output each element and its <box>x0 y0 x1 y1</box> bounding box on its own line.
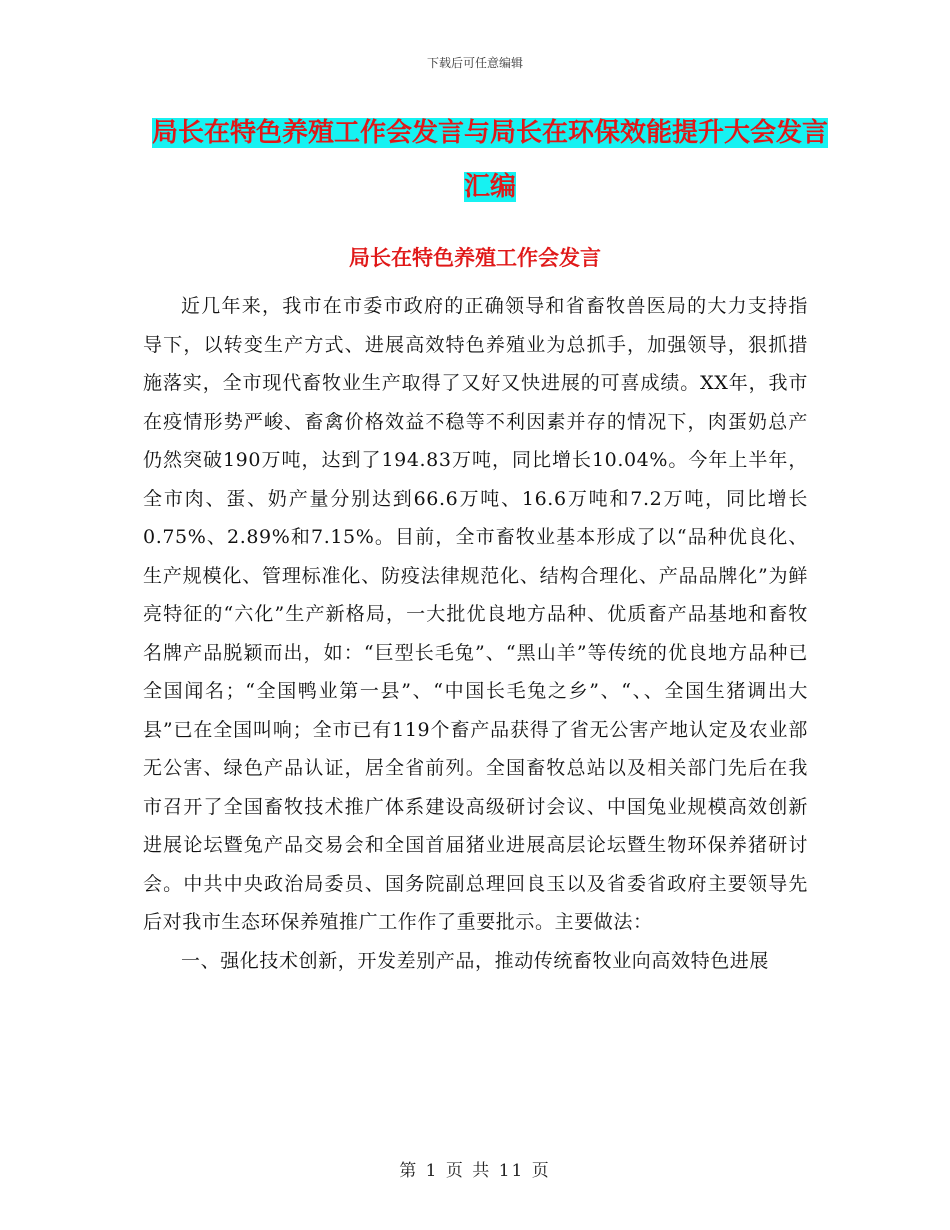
document-title <box>150 106 830 214</box>
body-paragraph: 近几年来，我市在市委市政府的正确领导和省畜牧兽医局的大力支持指导下，以转变生产方式、进展高效特色养殖业为总抓手，加强领导，狠抓措施落实，全市现代畜牧业生产取得了又好又快进展的可喜成绩。XX年，我市在疫情形势严峻、畜禽价格效益不稳等不利因素并存的情况下，肉蛋奶总产仍然突破190万吨，达到了194.83万吨，同比增长10.04%。今年上半年，全市肉、蛋、奶产量分别达到66.6万吨、16.6万吨和7.2万吨，同比增长0.75%、2.89%和7.15%。目前，全市畜牧业基本形成了以“品种优良化、生产规模化、管理标准化、防疫法律规范化、结构合理化、产品品牌化”为鲜亮特征的“六化”生产新格局，一大批优良地方品种、优质畜产品基地和畜牧名牌产品脱颖而出，如：“巨型长毛兔”、“黑山羊”等传统的优良地方品种已全国闻名；“全国鸭业第一县”、“中国长毛兔之乡”、“、、全国生猪调出大县”已在全国叫响；全市已有119个畜产品获得了省无公害产地认定及农业部无公害、绿色产品认证，居全省前列。全国畜牧总站以及相关部门先后在我市召开了全国畜牧技术推广体系建设高级研讨会议、中国兔业规模高效创新进展论坛暨兔产品交易会和全国首届猪业进展高层论坛暨生物环保养猪研讨会。中共中央政治局委员、国务院副总理回良玉以及省委省政府主要领导先后对我市生态环保养殖推广工作作了重要批示。主要做法： <box>143 295 808 933</box>
body-paragraph: 一、强化技术创新，开发差别产品，推动传统畜牧业向高效特色进展 <box>181 949 770 972</box>
document-title-text: 局长在特色养殖工作会发言与局长在环保效能提升大会发言汇编 <box>151 118 828 202</box>
document-body <box>143 287 808 980</box>
header-note: 下载后可任意编辑 <box>426 56 523 70</box>
page-number: 第 1 页 共 11 页 <box>399 1161 551 1181</box>
section-title: 局长在特色养殖工作会发言 <box>349 246 601 270</box>
